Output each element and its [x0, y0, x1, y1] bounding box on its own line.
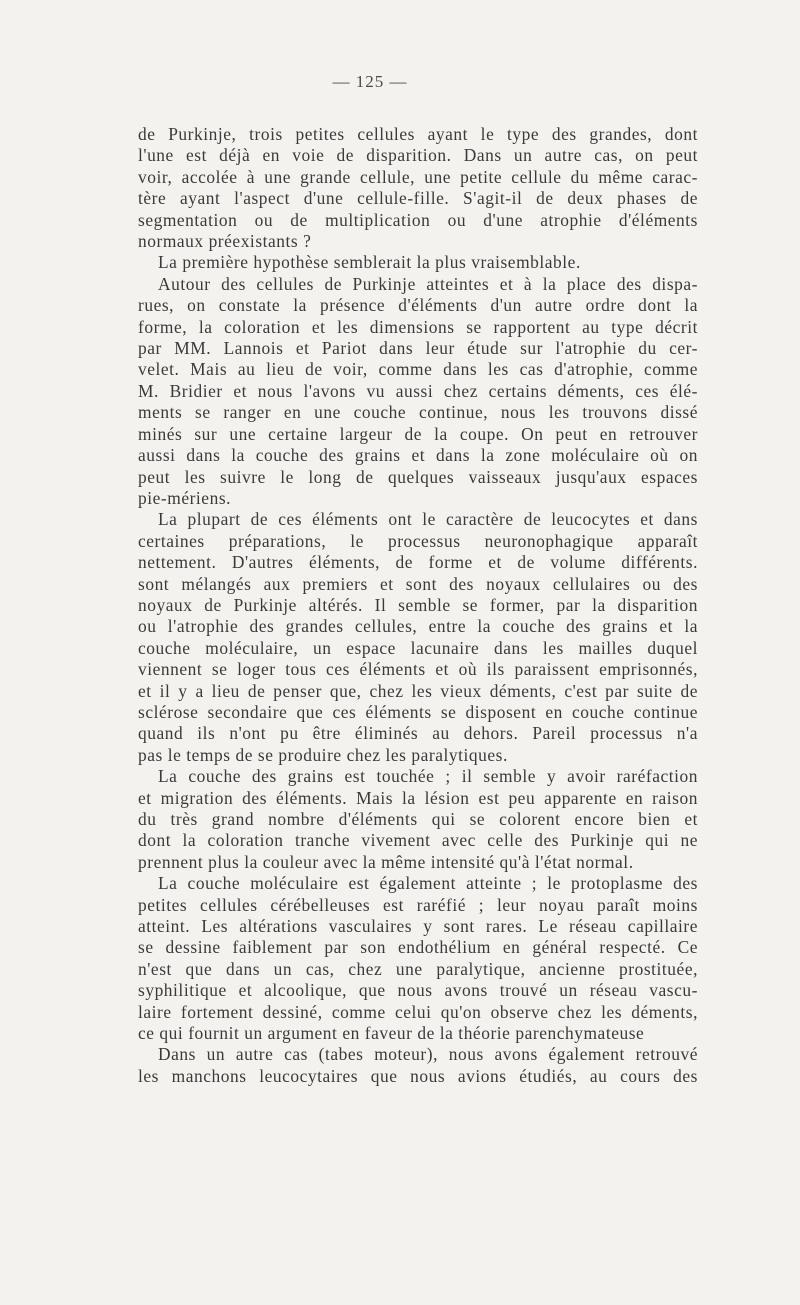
text-line: couche moléculaire, un espace lacunaire dans les mailles duquel — [138, 637, 698, 658]
text-line: La couche moléculaire est également atteinte ; le protoplasme des — [158, 873, 698, 894]
text-line: du très grand nombre d'éléments qui se colorent encore bien et — [138, 809, 698, 829]
body-text — [138, 124, 698, 1087]
text-line: par MM. Lannois et Pariot dans leur étude sur l'atrophie du cer- — [138, 338, 698, 359]
text-line: velet. Mais au lieu de voir, comme dans les cas d'atrophie, comme — [138, 359, 698, 380]
text-line: nettement. D'autres éléments, de forme et de volume différents. — [138, 552, 698, 573]
text-line: forme, la coloration et les dimensions se rapportent au type décrit — [138, 316, 698, 337]
text-line: petites cellules cérébelleuses est raréfié ; leur noyau paraît moins — [138, 894, 698, 915]
text-line: prennent plus la couleur avec la même intensité qu'à l'état normal. — [138, 851, 634, 872]
text-line: tère ayant l'aspect d'une cellule-fille. S'agit-il de deux phases de — [138, 188, 698, 209]
text-line: sclérose secondaire que ces éléments se disposent en couche continue — [138, 701, 698, 722]
text-line: peut les suivre le long de quelques vaisseaux jusqu'aux espaces — [138, 466, 698, 487]
text-line: laire fortement dessiné, comme celui qu'on observe chez les déments, — [138, 1001, 698, 1022]
text-line: rues, on constate la présence d'éléments d'un autre ordre dont la — [138, 295, 698, 316]
text-line: sont mélangés aux premiers et sont des noyaux cellulaires ou des — [138, 573, 698, 594]
text-line: Autour des cellules de Purkinje atteintes et à la place des dispa- — [158, 273, 698, 294]
text-line: l'une est déjà en voie de disparition. Dans un autre cas, on peut — [138, 145, 698, 166]
text-line: La première hypothèse semblerait la plus vraisemblable. — [158, 252, 581, 273]
text-line: se dessine faiblement par son endothélium en général respecté. Ce — [138, 937, 698, 958]
text-line: ou l'atrophie des grandes cellules, entre la couche des grains et la — [138, 616, 698, 637]
text-line: atteint. Les altérations vasculaires y sont rares. Le réseau capillaire — [138, 916, 698, 937]
text-line: La couche des grains est touchée ; il semble y avoir raréfaction — [158, 766, 698, 787]
text-line: pas le temps de se produire chez les paralytiques. — [138, 744, 508, 765]
text-line: et il y a lieu de penser que, chez les vieux déments, c'est par suite de — [138, 680, 698, 701]
text-line: aussi dans la couche des grains et dans la zone moléculaire où on — [138, 445, 698, 466]
text-line: ments se ranger en une couche continue, nous les trouvons dissé — [138, 402, 698, 423]
text-line: voir, accolée à une grande cellule, une petite cellule du même carac- — [138, 166, 698, 187]
text-line: syphilitique et alcoolique, que nous avons trouvé un réseau vascu- — [138, 980, 698, 1001]
text-line: noyaux de Purkinje altérés. Il semble se former, par la disparition — [138, 594, 698, 615]
text-line: de Purkinje, trois petites cellules ayant le type des grandes, dont — [138, 124, 698, 144]
text-line: Dans un autre cas (tabes moteur), nous avons également retrouvé — [158, 1044, 698, 1065]
text-line: ce qui fournit un argument en faveur de la théorie parenchymateuse — [138, 1023, 645, 1044]
text-line: quand ils n'ont pu être éliminés au dehors. Pareil processus n'a — [138, 723, 698, 744]
text-line: M. Bridier et nous l'avons vu aussi chez certains déments, ces élé- — [138, 380, 698, 401]
text-line: segmentation ou de multiplication ou d'une atrophie d'éléments — [138, 209, 698, 230]
page-number: — 125 — — [332, 72, 408, 91]
text-line: pie-mériens. — [138, 487, 232, 508]
text-line: certaines préparations, le processus neuronophagique apparaît — [138, 530, 698, 551]
text-line: n'est que dans un cas, chez une paralytique, ancienne prostituée, — [138, 958, 698, 979]
text-line: La plupart de ces éléments ont le caractère de leucocytes et dans — [158, 509, 698, 530]
text-line: et migration des éléments. Mais la lésion est peu apparente en raison — [138, 787, 698, 808]
text-line: dont la coloration tranche vivement avec celle des Purkinje qui ne — [138, 830, 698, 851]
text-line: viennent se loger tous ces éléments et où ils paraissent emprisonnés, — [138, 659, 698, 680]
text-line: normaux préexistants ? — [138, 231, 312, 252]
text-line: les manchons leucocytaires que nous avions étudiés, au cours des — [138, 1065, 698, 1086]
text-line: minés sur une certaine largeur de la coupe. On peut en retrouver — [138, 423, 698, 444]
